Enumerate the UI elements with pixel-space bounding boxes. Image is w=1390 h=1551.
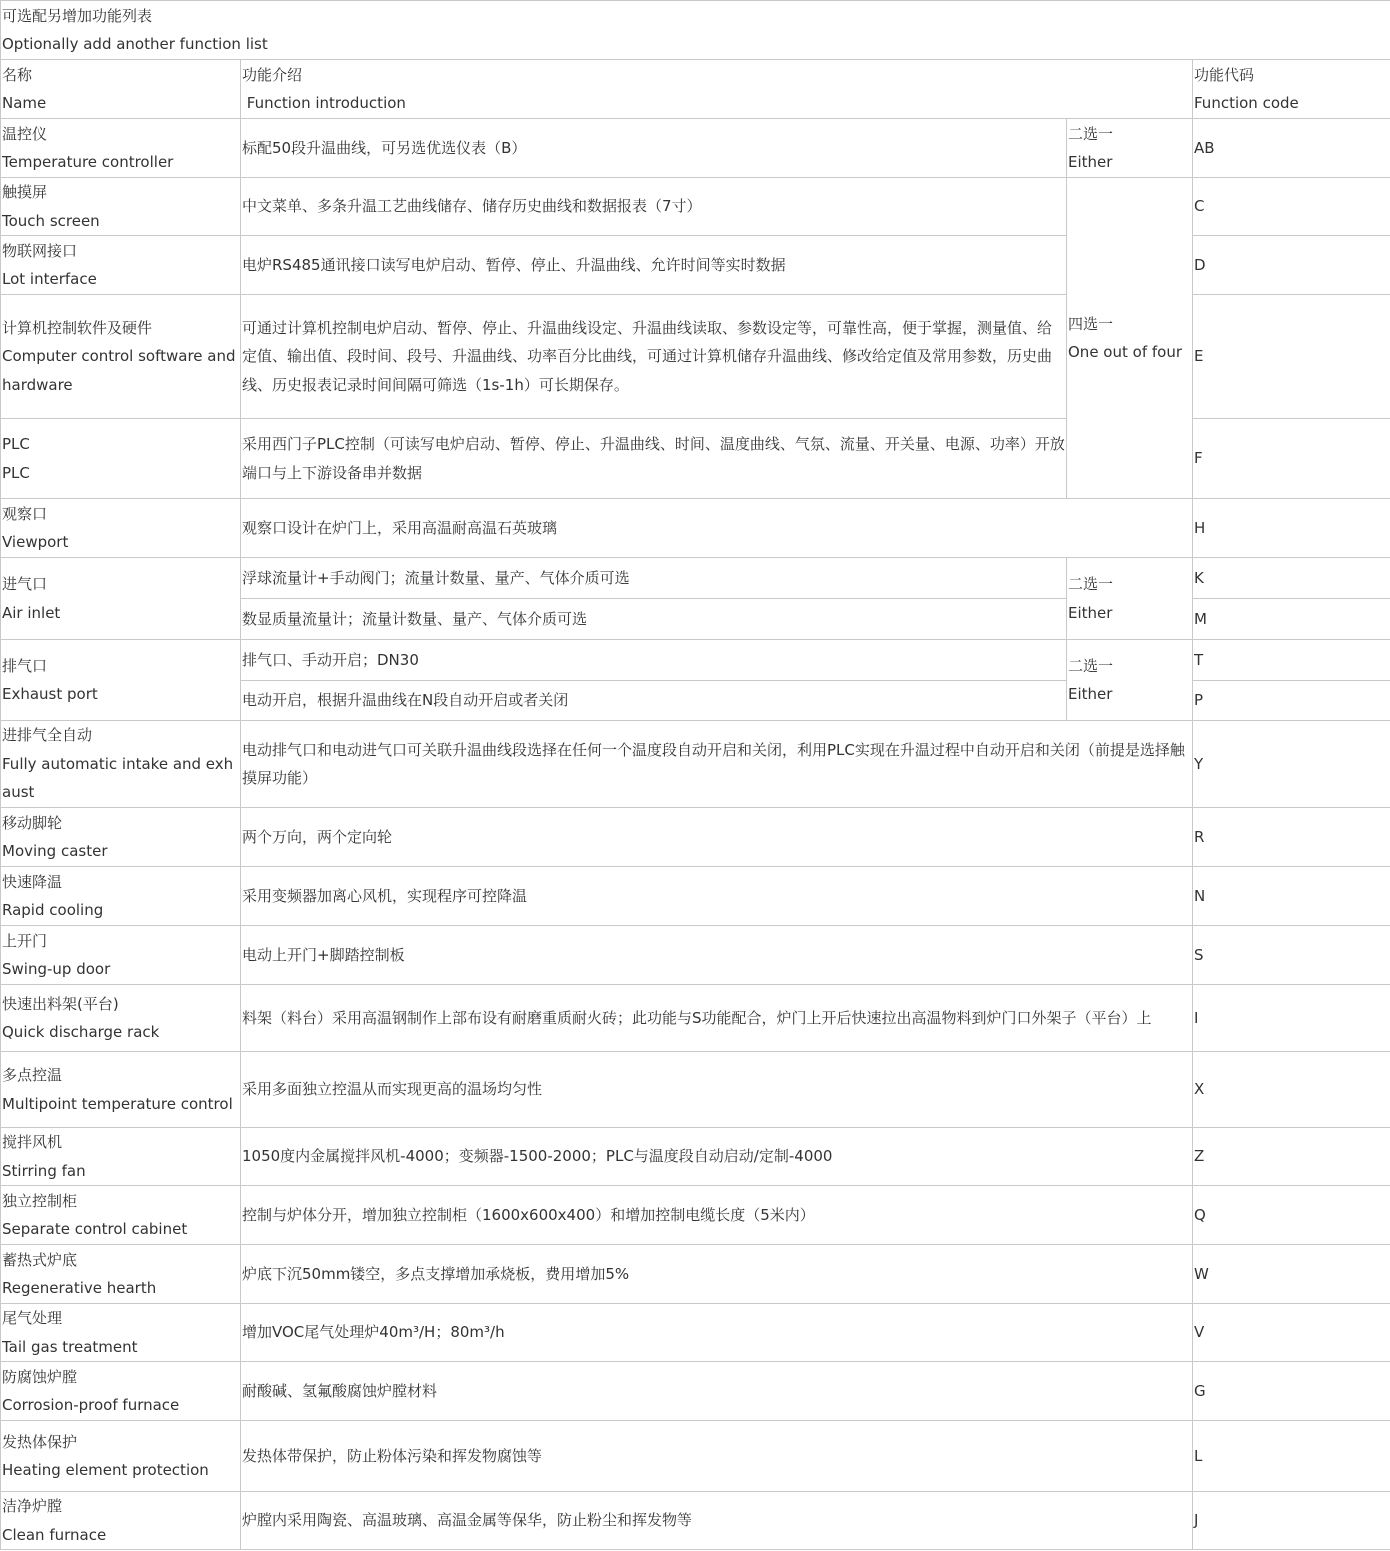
row-name-en: Fully automatic intake and exhaust: [2, 754, 234, 802]
row-name-cn: 上开门: [2, 931, 48, 950]
table-row: [1, 808, 1390, 867]
row-desc-cell: 采用多面独立控温从而实现更高的温场均匀性: [241, 1052, 1193, 1128]
row-group-en: Either: [1068, 603, 1113, 622]
row-name-cn: 快速降温: [2, 872, 63, 891]
row-code-cell: T: [1193, 640, 1390, 681]
row-group-cn: 二选一: [1068, 124, 1114, 143]
row-name-en: Moving caster: [2, 842, 108, 860]
table-title-cn: 可选配另增加功能列表: [2, 6, 153, 25]
row-group-cell: [1067, 640, 1193, 721]
table-row: [1, 1052, 1390, 1128]
row-name-en: Separate control cabinet: [2, 1220, 188, 1238]
row-desc-cell: 1050度内金属搅拌风机-4000；变频器-1500-2000；PLC与温度段自动启动/定制-4000: [241, 1128, 1193, 1186]
row-code-cell: R: [1193, 808, 1390, 867]
row-name-cell: [1, 419, 241, 499]
table-row: [1, 1245, 1390, 1304]
table-row: [1, 1128, 1390, 1186]
row-name-en: Corrosion-proof furnace: [2, 1396, 180, 1414]
header-name-cell: [1, 60, 241, 119]
row-name-en: Touch screen: [2, 211, 100, 230]
table-row: [1, 1421, 1390, 1492]
row-code-cell: V: [1193, 1304, 1390, 1362]
row-name-cn: 物联网接口: [2, 241, 78, 260]
row-desc-cell: 炉膛内采用陶瓷、高温玻璃、高温金属等保华，防止粉尘和挥发物等: [241, 1492, 1193, 1550]
row-name-cell: [1, 1052, 241, 1128]
row-name-en: Computer control software and hardware: [2, 347, 236, 394]
row-desc-cell: 标配50段升温曲线，可另选优选仪表（B）: [241, 119, 1067, 178]
row-name-cell: [1, 1492, 241, 1550]
row-name-cell: [1, 558, 241, 640]
header-row: [1, 60, 1390, 119]
table-row: [1, 499, 1390, 558]
header-code-en: Function code: [1194, 94, 1299, 112]
title-row: [1, 1, 1390, 60]
row-name-en: Temperature controller: [2, 153, 174, 171]
row-code-cell: W: [1193, 1245, 1390, 1304]
row-desc-cell: 两个万向，两个定向轮: [241, 808, 1193, 867]
row-name-en: Stirring fan: [2, 1161, 86, 1180]
row-name-cn: 触摸屏: [2, 183, 48, 201]
row-name-en: Regenerative hearth: [2, 1279, 157, 1297]
row-code-cell: Y: [1193, 721, 1390, 808]
row-code-cell: Q: [1193, 1186, 1390, 1245]
row-name-cell: [1, 295, 241, 419]
row-desc-cell: 电动上开门+脚踏控制板: [241, 926, 1193, 985]
row-name-cell: [1, 178, 241, 236]
row-name-cn: 排气口: [2, 656, 48, 675]
row-code-cell: K: [1193, 558, 1390, 599]
row-name-cn: 独立控制柜: [2, 1191, 78, 1210]
row-desc-cell: 电炉RS485通讯接口读写电炉启动、暂停、停止、升温曲线、允许时间等实时数据: [241, 236, 1067, 295]
row-name-en: Air inlet: [2, 603, 61, 622]
header-code-cell: [1193, 60, 1390, 119]
row-group-en: Either: [1068, 685, 1113, 703]
row-desc-cell: 观察口设计在炉门上，采用高温耐高温石英玻璃: [241, 499, 1193, 558]
row-desc-cell: 电动开启，根据升温曲线在N段自动开启或者关闭: [241, 681, 1067, 721]
row-group-cn: 二选一: [1068, 656, 1114, 675]
row-code-cell: S: [1193, 926, 1390, 985]
row-name-en: Swing-up door: [2, 960, 111, 978]
row-group-en: Either: [1068, 153, 1113, 171]
row-desc-cell: 增加VOC尾气处理炉40m³/H；80m³/h: [241, 1304, 1193, 1362]
row-code-cell: J: [1193, 1492, 1390, 1550]
table-row: [1, 985, 1390, 1052]
row-name-cn: 尾气处理: [2, 1309, 63, 1327]
row-name-cell: [1, 1128, 241, 1186]
row-name-cn: 进气口: [2, 575, 48, 593]
row-desc-cell: 炉底下沉50mm镂空，多点支撑增加承烧板，费用增加5%: [241, 1245, 1193, 1304]
row-code-cell: M: [1193, 599, 1390, 640]
row-name-cn: 洁净炉膛: [2, 1497, 63, 1515]
row-name-cell: [1, 499, 241, 558]
row-code-cell: I: [1193, 985, 1390, 1052]
row-name-en: Viewport: [2, 533, 69, 551]
header-name-cn: 名称: [2, 65, 33, 84]
header-intro-en: Function introduction: [242, 94, 406, 112]
row-name-cell: [1, 721, 241, 808]
row-code-cell: X: [1193, 1052, 1390, 1128]
row-name-cn: PLC: [2, 435, 30, 453]
row-name-cell: [1, 808, 241, 867]
row-name-cell: [1, 119, 241, 178]
row-code-cell: G: [1193, 1362, 1390, 1421]
row-code-cell: N: [1193, 867, 1390, 926]
row-desc-cell: 料架（料台）采用高温钢制作上部布设有耐磨重质耐火砖；此功能与S功能配合，炉门上开后快速拉出高温物料到炉门口外架子（平台）上: [241, 985, 1193, 1052]
table-row: [1, 1362, 1390, 1421]
row-name-cell: [1, 985, 241, 1052]
row-group-cell: [1067, 178, 1193, 499]
row-name-cn: 快速出料架(平台): [2, 994, 119, 1013]
row-name-cn: 搅拌风机: [2, 1133, 63, 1151]
row-desc-cell: 数显质量流量计；流量计数量、量产、气体介质可选: [241, 599, 1067, 640]
row-group-cn: 二选一: [1068, 575, 1114, 593]
table-row: [1, 178, 1390, 236]
header-intro-cn: 功能介绍: [242, 65, 303, 84]
row-group-cell: [1067, 558, 1193, 640]
table-row: [1, 640, 1390, 681]
row-desc-cell: 采用西门子PLC控制（可读写电炉启动、暂停、停止、升温曲线、时间、温度曲线、气氛、流量、开关量、电源、功率）开放端口与上下游设备串并数据: [241, 419, 1067, 499]
row-desc-cell: 控制与炉体分开，增加独立控制柜（1600x600x400）和增加控制电缆长度（5米内）: [241, 1186, 1193, 1245]
row-name-cell: [1, 867, 241, 926]
row-code-cell: F: [1193, 419, 1390, 499]
row-name-en: Exhaust port: [2, 685, 98, 703]
row-desc-cell: 采用变频器加离心风机，实现程序可控降温: [241, 867, 1193, 926]
row-name-en: Clean furnace: [2, 1525, 107, 1544]
row-desc-cell: 耐酸碱、氢氟酸腐蚀炉膛材料: [241, 1362, 1193, 1421]
row-name-cn: 多点控温: [2, 1066, 63, 1084]
row-name-cell: [1, 1362, 241, 1421]
row-name-en: Tail gas treatment: [2, 1337, 138, 1356]
table-row: [1, 926, 1390, 985]
header-name-en: Name: [2, 94, 47, 112]
row-name-cn: 发热体保护: [2, 1432, 78, 1451]
row-name-en: Quick discharge rack: [2, 1023, 160, 1041]
row-code-cell: AB: [1193, 119, 1390, 178]
row-code-cell: P: [1193, 681, 1390, 721]
row-group-cell: [1067, 119, 1193, 178]
row-desc-cell: 中文菜单、多条升温工艺曲线储存、储存历史曲线和数据报表（7寸）: [241, 178, 1067, 236]
table-row: [1, 558, 1390, 599]
row-name-cn: 防腐蚀炉膛: [2, 1367, 78, 1386]
row-name-cell: [1, 926, 241, 985]
row-desc-cell: 可通过计算机控制电炉启动、暂停、停止、升温曲线设定、升温曲线读取、参数设定等，可靠性高，便于掌握，测量值、给定值、输出值、段时间、段号、升温曲线、功率百分比曲线，可通过计算机储存升温曲线、修改给定值及常用参数，历史曲线、历史报表记录时间间隔可筛选（1s-1h）可长期保存。: [241, 295, 1067, 419]
row-name-en: Multipoint temperature control: [2, 1094, 233, 1113]
row-code-cell: Z: [1193, 1128, 1390, 1186]
row-group-cn: 四选一: [1068, 314, 1114, 333]
header-intro-cell: [241, 60, 1193, 119]
row-code-cell: H: [1193, 499, 1390, 558]
row-name-cell: [1, 1186, 241, 1245]
row-name-cn: 温控仪: [2, 124, 48, 143]
row-name-cn: 蓄热式炉底: [2, 1250, 78, 1269]
row-group-en: One out of four: [1068, 343, 1183, 361]
row-name-cn: 移动脚轮: [2, 813, 63, 832]
row-name-cn: 进排气全自动: [2, 726, 93, 745]
table-row: [1, 1186, 1390, 1245]
table-title-en: Optionally add another function list: [2, 35, 268, 53]
row-name-cell: [1, 1304, 241, 1362]
row-code-cell: L: [1193, 1421, 1390, 1492]
row-name-en: Lot interface: [2, 270, 97, 288]
table-row: [1, 867, 1390, 926]
row-name-cell: [1, 1421, 241, 1492]
row-name-cell: [1, 236, 241, 295]
table-row: [1, 1492, 1390, 1550]
row-desc-cell: 发热体带保护，防止粉体污染和挥发物腐蚀等: [241, 1421, 1193, 1492]
row-code-cell: D: [1193, 236, 1390, 295]
table-title-cell: [1, 1, 1390, 60]
row-code-cell: C: [1193, 178, 1390, 236]
row-name-en: Heating element protection: [2, 1461, 209, 1479]
table-row: [1, 119, 1390, 178]
row-name-en: Rapid cooling: [2, 901, 104, 919]
row-name-cn: 观察口: [2, 504, 48, 523]
row-desc-cell: 电动排气口和电动进气口可关联升温曲线段选择在任何一个温度段自动开启和关闭，利用PLC实现在升温过程中自动开启和关闭（前提是选择触摸屏功能）: [241, 721, 1193, 808]
row-desc-cell: 排气口、手动开启；DN30: [241, 640, 1067, 681]
table-row: [1, 721, 1390, 808]
row-desc-cell: 浮球流量计+手动阀门；流量计数量、量产、气体介质可选: [241, 558, 1067, 599]
table-row: [1, 1304, 1390, 1362]
row-name-cell: [1, 640, 241, 721]
header-code-cn: 功能代码: [1194, 65, 1255, 84]
row-name-cn: 计算机控制软件及硬件: [2, 318, 153, 337]
row-code-cell: E: [1193, 295, 1390, 419]
row-name-cell: [1, 1245, 241, 1304]
row-name-en: PLC: [2, 463, 30, 482]
